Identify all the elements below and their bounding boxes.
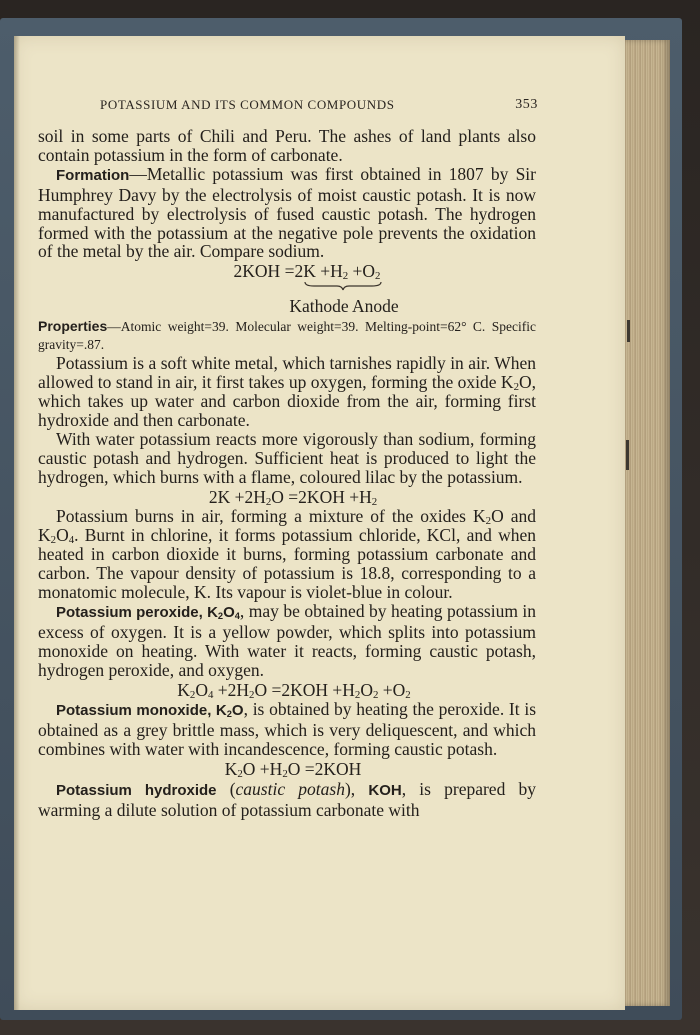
margin-mark	[626, 440, 629, 470]
properties-heading: Properties	[38, 318, 108, 335]
burns-sub2: 2	[50, 534, 57, 547]
hydroxide-paragraph: Potassium hydroxide (caustic potash), KOH, is prepared by warming a dilute solution of potassium carbonate with	[38, 779, 537, 820]
margin-mark	[627, 320, 630, 342]
page-number: 353	[515, 97, 538, 112]
soft-metal-paragraph	[38, 354, 536, 430]
eq1-sub2: 2	[375, 270, 381, 283]
soft-text-b: O, which takes up water and carbon dioxide from the air, forming first hydroxide and then carbonate.	[38, 372, 536, 430]
monoxide-paragraph: Potassium monoxide, $K_2O$, is obtained by heating the peroxide. It is obtained as a grey brittle mass, which is very deliquescent, and which combines with water with incandescence, forming caustic potash.	[38, 699, 536, 760]
equation-water	[38, 488, 536, 507]
burns-sub3: 4	[68, 534, 75, 547]
eq2-b: O =2KOH +H	[271, 486, 372, 507]
underbrace	[38, 281, 536, 291]
equation-monoxide: $K_2O +H_2O =2KOH$	[224, 759, 362, 781]
hydroxide-text: , is prepared by warming a dilute solution of potassium carbonate with	[38, 779, 537, 820]
burns-sub1: 2	[485, 515, 492, 528]
page-edges	[622, 40, 670, 1006]
soft-text-a: Potassium is a soft white metal, which tarnishes rapidly in air. When allowed to stand in air, it first takes up oxygen, forming the oxide K	[38, 353, 536, 393]
eq1-mid: +O	[348, 261, 376, 282]
intro-paragraph	[38, 127, 536, 165]
peroxide-formula: $K_2O_4$	[207, 603, 240, 621]
underbrace-icon	[304, 281, 382, 291]
intro-text-a: soil in some parts of Chili and Peru.	[38, 126, 312, 146]
burns-c: O	[56, 525, 69, 546]
burns-b: O and K	[38, 506, 537, 546]
eq2-sub2: 2	[371, 495, 378, 508]
soft-sub: 2	[513, 381, 519, 394]
peroxide-paragraph: Potassium peroxide, $K_2O_4$, may be obtained by heating potassium in excess of oxygen. It is a yellow powder, which splits into potassium monoxide on heating. With water it reacts, forming caustic potash, hydrogen peroxide, and oxygen.	[38, 600, 536, 680]
peroxide-heading: Potassium peroxide	[56, 603, 199, 621]
equation-electrolysis	[38, 262, 536, 281]
hydroxide-formula: KOH	[368, 782, 402, 800]
eq2-sub1: 2	[265, 495, 272, 508]
monoxide-text: , is obtained by heating the peroxide. It is obtained as a grey brittle mass, which is very deliquescent, and which combines with water with incandescence, forming caustic potash.	[38, 699, 536, 760]
eq1-sub1: 2	[342, 270, 349, 283]
monoxide-formula: $K_2O$	[215, 702, 244, 720]
hydroxide-heading: Potassium hydroxide	[56, 782, 217, 800]
intro-text-b: The ashes of land plants also contain potassium in the form of carbonate.	[38, 126, 536, 165]
monoxide-heading: Potassium monoxide	[56, 702, 208, 720]
equation-peroxide: $K_2O_4 +2H_2O =2KOH +H_2O_2 +O_2$	[177, 679, 411, 701]
burns-paragraph	[38, 507, 536, 602]
formation-heading: Formation	[56, 166, 130, 184]
water-paragraph: With water potassium reacts more vigorously than sodium, forming caustic potash and hydrogen. Sufficient heat is produced to light the hydrogen, which burns with a flame, coloured lilac by the potassium.	[38, 428, 536, 487]
properties-text: —Atomic weight=39. Molecular weight=39. Melting-point=62° C. Specific gravity=.87.	[38, 319, 536, 353]
formation-paragraph	[38, 165, 536, 262]
eq2-a: 2K +2H	[208, 486, 266, 507]
page-body	[38, 127, 536, 820]
spine-shadow	[14, 36, 20, 1010]
burns-d: . Burnt in chlorine, it forms potassium chloride, KCl, and when heated in carbon dioxide it burns, forming potassium carbonate and carbon. The vapour density of potassium is 18.8, corresponding to a monatomic molecule, K. Its vapour is violet-blue in colour.	[38, 525, 536, 603]
running-title: POTASSIUM AND ITS COMMON COMPOUNDS	[100, 97, 395, 112]
properties-paragraph	[38, 317, 536, 354]
eq1-left: 2KOH =2K +H	[233, 261, 343, 282]
peroxide-text: , may be obtained by heating potassium in excess of oxygen. It is a yellow powder, which splits into potassium monoxide on heating. With water it reacts, forming caustic potash, hydrogen peroxide, and oxygen.	[38, 600, 536, 680]
hydroxide-alt-name: caustic potash	[235, 779, 345, 800]
electrode-labels: Kathode Anode	[289, 296, 399, 317]
burns-a: Potassium burns in air, forming a mixture of the oxides K	[56, 506, 486, 527]
formation-text: —Metallic potassium was first obtained in 1807 by Sir Humphrey Davy by the electrolysis of moist caustic potash. It is now manufactured by electrolysis of fused caustic potash. The hydrogen formed with the potassium at the negative pole prevents the oxidation of the metal by the air. Compare sodium.	[38, 163, 536, 262]
